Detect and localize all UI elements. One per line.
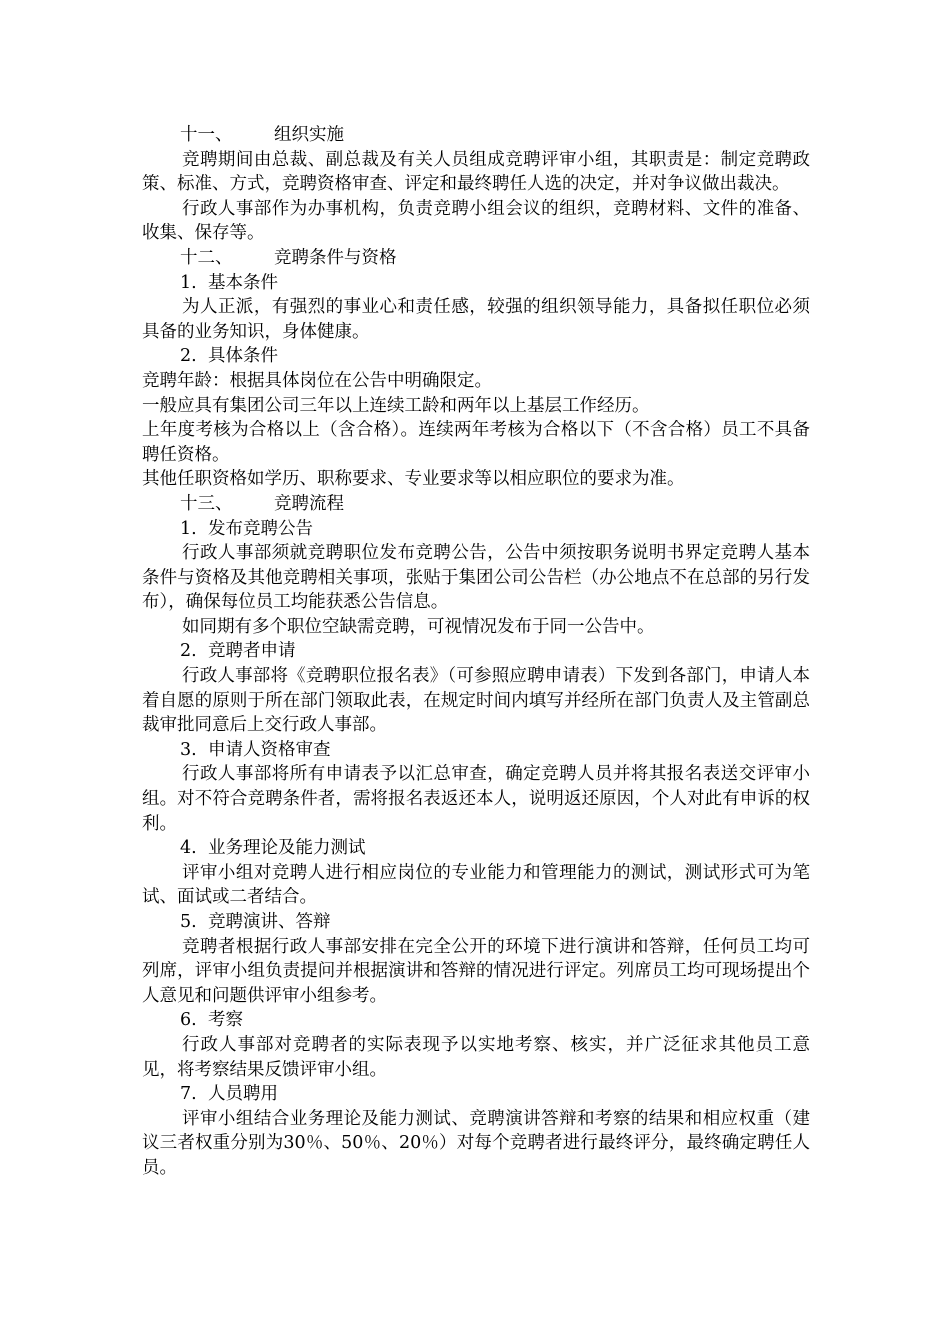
section-number: 十三、 bbox=[180, 493, 233, 514]
item-number: 7. bbox=[180, 1084, 197, 1105]
plain-line: 一般应具有集团公司三年以上连续工龄和两年以上基层工作经历。 bbox=[142, 395, 650, 416]
item-heading bbox=[142, 910, 810, 935]
document-page bbox=[142, 123, 810, 1181]
item-number: 1. bbox=[180, 518, 197, 539]
paragraph: 竞聘期间由总裁、副总裁及有关人员组成竞聘评审小组，其职责是：制定竞聘政策、标准、方式，竞聘资格审查、评定和最终聘任人选的决定，并对争议做出裁决。 bbox=[142, 149, 810, 195]
section-heading bbox=[142, 492, 810, 517]
section-title: 竞聘条件与资格 bbox=[274, 247, 397, 268]
item-heading bbox=[142, 1082, 810, 1107]
paragraph: 评审小组对竞聘人进行相应岗位的专业能力和管理能力的测试，测试形式可为笔试、面试或二者结合。 bbox=[142, 862, 810, 908]
paragraph: 行政人事部将《竞聘职位报名表》（可参照应聘申请表）下发到各部门，申请人本着自愿的原则于所在部门领取此表，在规定时间内填写并经所在部门负责人及主管副总裁审批同意后上交行政人事部。 bbox=[142, 666, 810, 736]
section-number: 十一、 bbox=[180, 125, 233, 145]
item-number: 6. bbox=[180, 1010, 197, 1031]
item-title: 具体条件 bbox=[208, 346, 278, 367]
paragraph: 行政人事部须就竞聘职位发布竞聘公告，公告中须按职务说明书界定竞聘人基本条件与资格及其他竞聘相关事项，张贴于集团公司公告栏（办公地点不在总部的另行发布），确保每位员工均能获悉公告信息。 bbox=[142, 543, 810, 613]
section-heading bbox=[142, 123, 810, 148]
item-title: 竞聘演讲、答辩 bbox=[208, 912, 331, 932]
section-title: 组织实施 bbox=[274, 125, 344, 145]
paragraph: 行政人事部作为办事机构，负责竞聘小组会议的组织，竞聘材料、文件的准备、收集、保存等。 bbox=[142, 198, 810, 244]
paragraph: 竞聘者根据行政人事部安排在完全公开的环境下进行演讲和答辩，任何员工均可列席，评审小组负责提问并根据演讲和答辩的情况进行评定。列席员工均可现场提出个人意见和问题供评审小组参考。 bbox=[142, 936, 810, 1006]
section-title: 竞聘流程 bbox=[274, 493, 344, 514]
item-title: 基本条件 bbox=[208, 272, 278, 293]
plain-line: 其他任职资格如学历、职称要求、专业要求等以相应职位的要求为准。 bbox=[142, 469, 685, 490]
item-heading bbox=[142, 1008, 810, 1033]
item-title: 人员聘用 bbox=[208, 1084, 278, 1105]
section-heading bbox=[142, 246, 810, 271]
item-heading bbox=[142, 738, 810, 763]
item-heading bbox=[142, 517, 810, 542]
paragraph: 行政人事部将所有申请表予以汇总审查，确定竞聘人员并将其报名表送交评审小组。对不符合竞聘条件者，需将报名表返还本人，说明返还原因，个人对此有申诉的权利。 bbox=[142, 764, 810, 834]
paragraph: 为人正派，有强烈的事业心和责任感，较强的组织领导能力，具备拟任职位必须具备的业务知识，身体健康。 bbox=[142, 297, 810, 342]
item-number: 1. bbox=[180, 272, 197, 293]
plain-line: 上年度考核为合格以上（含合格）。连续两年考核为合格以下（不含合格）员工不具备聘任资格。 bbox=[142, 420, 810, 465]
item-heading bbox=[142, 344, 810, 369]
paragraph: 评审小组结合业务理论及能力测试、竞聘演讲答辩和考察的结果和相应权重（建议三者权重分别为30％、50％、20％）对每个竞聘者进行最终评分，最终确定聘任人员。 bbox=[142, 1108, 810, 1178]
plain-line: 竞聘年龄：根据具体岗位在公告中明确限定。 bbox=[142, 370, 492, 391]
paragraph: 如同期有多个职位空缺需竞聘，可视情况发布于同一公告中。 bbox=[182, 616, 655, 637]
section-number: 十二、 bbox=[180, 247, 233, 268]
item-title: 申请人资格审查 bbox=[208, 739, 331, 760]
item-title: 考察 bbox=[208, 1010, 243, 1031]
item-title: 业务理论及能力测试 bbox=[208, 838, 366, 859]
item-number: 2. bbox=[180, 346, 197, 367]
item-title: 竞聘者申请 bbox=[208, 641, 296, 662]
item-number: 4. bbox=[180, 838, 197, 859]
item-title: 发布竞聘公告 bbox=[208, 518, 313, 539]
item-heading bbox=[142, 271, 810, 296]
item-heading bbox=[142, 639, 810, 664]
item-number: 2. bbox=[180, 641, 197, 662]
item-number: 3. bbox=[180, 739, 197, 760]
item-heading bbox=[142, 836, 810, 861]
paragraph: 行政人事部对竞聘者的实际表现予以实地考察、核实，并广泛征求其他员工意见，将考察结果反馈评审小组。 bbox=[142, 1034, 810, 1080]
item-number: 5. bbox=[180, 912, 197, 932]
